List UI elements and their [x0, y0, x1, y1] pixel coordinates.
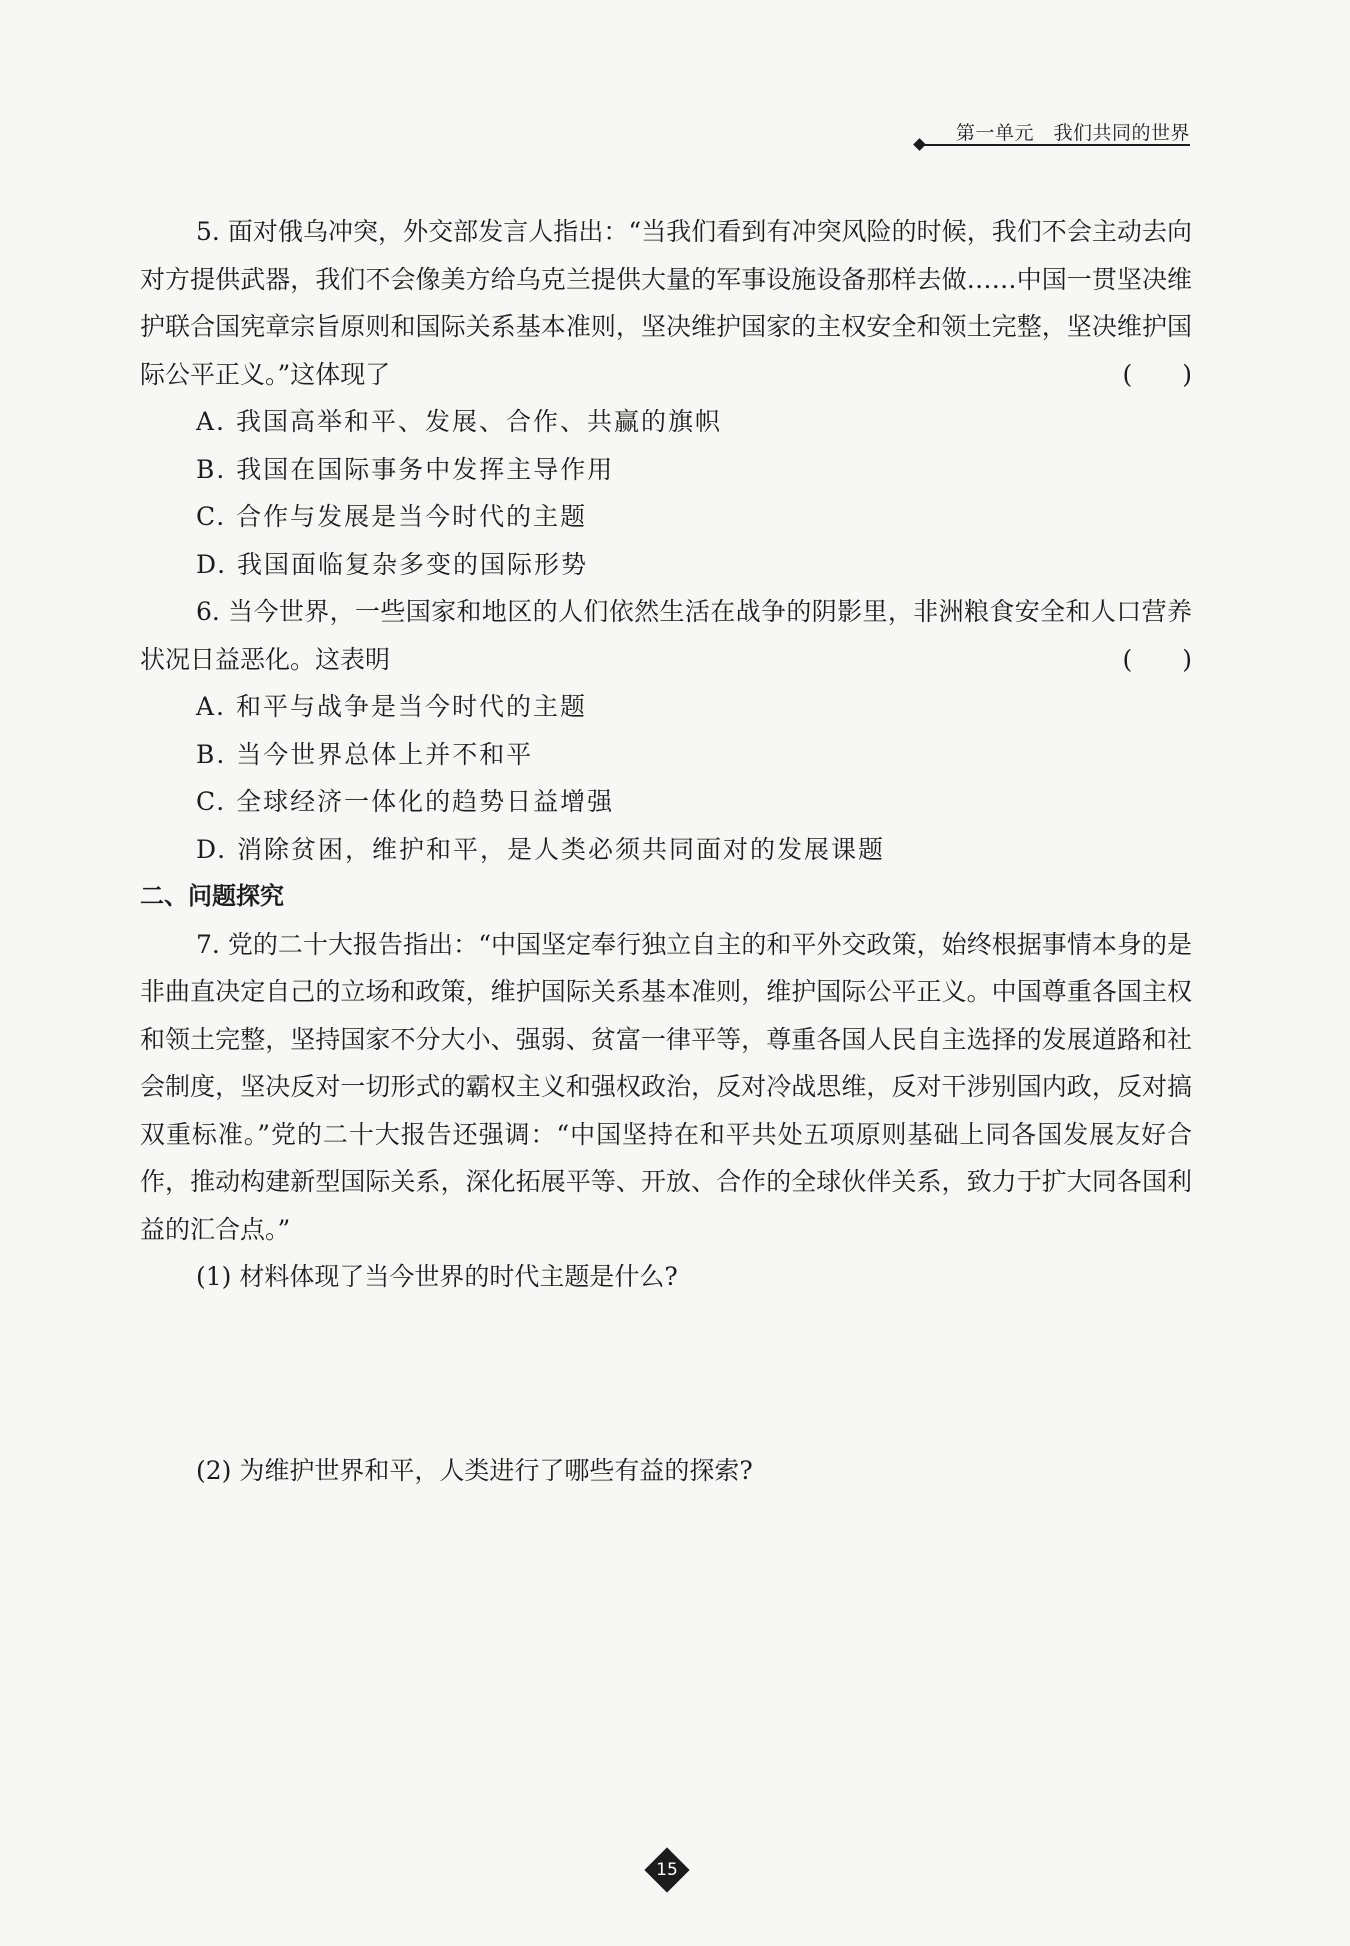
option-6d: D. 消除贫困，维护和平，是人类必须共同面对的发展课题	[196, 834, 886, 864]
option-5b: B. 我国在国际事务中发挥主导作用	[196, 454, 615, 484]
answer-bracket: ( )	[1122, 644, 1192, 674]
page-header	[915, 118, 1190, 150]
question-5	[140, 208, 1192, 398]
question-6-stem: 6. 当今世界，一些国家和地区的人们依然生活在战争的阴影里，非洲粮食安全和人口营养状况日益恶化。这表明	[140, 597, 1192, 674]
question-7-sub-2: (2) 为维护世界和平，人类进行了哪些有益的探索?	[196, 1455, 753, 1485]
page-number: 15	[656, 1860, 678, 1880]
section-heading: 二、问题探究	[140, 882, 284, 910]
unit-title: 第一单元 我们共同的世界	[955, 122, 1190, 144]
option-5d: D. 我国面临复杂多变的国际形势	[196, 549, 589, 579]
question-5-stem: 5. 面对俄乌冲突，外交部发言人指出：“当我们看到有冲突风险的时候，我们不会主动去向对方提供武器，我们不会像美方给乌克兰提供大量的军事设施设备那样去做……中国一贯坚决维护联合国宪章宗旨原则和国际关系基本准则，坚决维护国家的主权安全和领土完整，坚决维护国际公平正义。”这体现了	[140, 217, 1192, 389]
page-content	[140, 208, 1192, 1494]
answer-bracket: ( )	[1122, 359, 1192, 389]
option-6a: A. 和平与战争是当今时代的主题	[196, 692, 587, 721]
option-6b: B. 当今世界总体上并不和平	[196, 739, 534, 769]
question-7-stem: 7. 党的二十大报告指出：“中国坚定奉行独立自主的和平外交政策，始终根据事情本身的是非曲直决定自己的立场和政策，维护国际关系基本准则，维护国际公平正义。中国尊重各国主权和领土完整，坚持国家不分大小、强弱、贫富一律平等，尊重各国人民自主选择的发展道路和社会制度，坚决反对一切形式的霸权主义和强权政治，反对冷战思维，反对干涉别国内政，反对搞双重标准。”党的二十大报告还强调：“中国坚持在和平共处五项原则基础上同各国发展友好合作，推动构建新型国际关系，深化拓展平等、开放、合作的全球伙伴关系，致力于扩大同各国利益的汇合点。”	[140, 929, 1192, 1244]
answer-space-1	[140, 1301, 1192, 1447]
question-7-sub-1: (1) 材料体现了当今世界的时代主题是什么?	[196, 1262, 678, 1291]
question-6	[140, 588, 1192, 683]
option-5a: A. 我国高举和平、发展、合作、共赢的旗帜	[196, 407, 722, 436]
option-5c: C. 合作与发展是当今时代的主题	[196, 502, 588, 531]
option-6c: C. 全球经济一体化的趋势日益增强	[196, 787, 615, 816]
page-number-badge	[647, 1850, 687, 1890]
